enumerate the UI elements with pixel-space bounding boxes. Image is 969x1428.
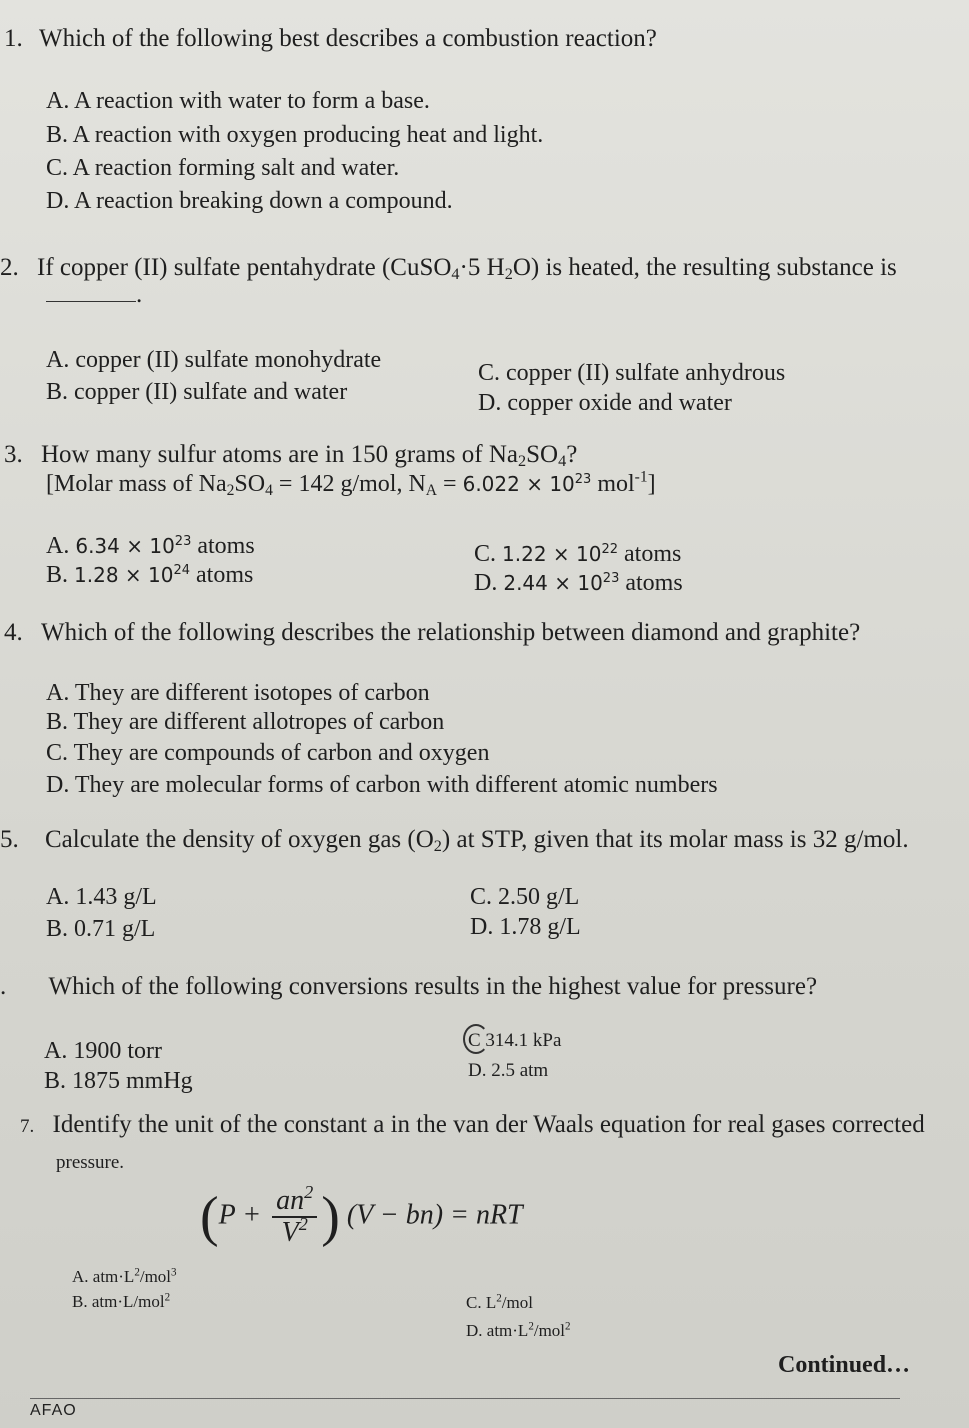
option-5c: C. 2.50 g/L — [470, 884, 580, 910]
question-5 — [0, 825, 909, 855]
option-5a: A. 1.43 g/L — [46, 884, 157, 910]
question-number: 4. — [4, 619, 23, 646]
option-4c: C. They are compounds of carbon and oxygen — [46, 740, 490, 766]
option-5b: B. 0.71 g/L — [46, 916, 156, 942]
question-text: How many sulfur atoms are in 150 grams of $Na_2SO_4$? — [41, 441, 578, 471]
option-1a: A. A reaction with water to form a base. — [46, 88, 430, 114]
option-7c: C. $L^2$/mol — [466, 1292, 533, 1312]
answer-blank: . — [46, 280, 142, 310]
question-text: Calculate the density of oxygen gas $(O_2)$ at STP, given that its molar mass is 32 g/mol. — [45, 826, 909, 856]
option-7d: D. $atm\cdot L^2/mol^2$ — [466, 1320, 571, 1340]
option-3c: C. $1.22 \times 10^{22}$ atoms — [474, 541, 682, 567]
option-6b: B. 1875 mmHg — [44, 1068, 193, 1094]
option-6d: D. 2.5 atm — [468, 1060, 549, 1081]
option-3d: D. $2.44 \times 10^{23}$ atoms — [474, 570, 683, 596]
question-text: Which of the following conversions results in the highest value for pressure? — [48, 973, 818, 1000]
option-4a: A. They are different isotopes of carbon — [46, 680, 430, 706]
van-der-waals-equation: (P + $\frac{an^2}{V^2}$ ) (V − bn) = nRT — [200, 1182, 523, 1248]
option-2b: B. copper (II) sulfate and water — [46, 379, 348, 405]
option-3b: B. $1.28 \times 10^{24}$ atoms — [46, 562, 254, 588]
option-1b: B. A reaction with oxygen producing heat and light. — [46, 122, 544, 148]
question-2 — [0, 253, 897, 283]
question-7 — [20, 1110, 925, 1142]
question-number: 7. — [20, 1116, 35, 1137]
question-6 — [0, 972, 817, 1002]
question-1 — [4, 24, 657, 54]
question-number: 1. — [4, 25, 23, 52]
question-text: Which of the following best describes a combustion reaction? — [39, 25, 657, 52]
question-text: If copper (II) sulfate pentahydrate (CuSO$_4$·5 $H_2O$) is heated, the resulting substance is — [37, 254, 897, 284]
question-4 — [4, 618, 860, 648]
footer-label: AFAO — [30, 1402, 77, 1419]
footer-divider — [30, 1398, 900, 1399]
option-2c: C. copper (II) sulfate anhydrous — [478, 360, 786, 386]
option-1c: C. A reaction forming salt and water. — [46, 155, 400, 181]
option-7b: B. atm·L/mol$^2$ — [72, 1291, 171, 1311]
option-3a: A. $6.34 \times 10^{23}$ atoms — [46, 533, 255, 559]
question-text: Identify the unit of the constant a in the van der Waals equation for real gases corrected — [52, 1111, 925, 1138]
question-number: 5. — [0, 826, 19, 853]
option-7a: A. $atm\cdot L^2/mol^3$ — [72, 1266, 177, 1286]
option-6c: C 314.1 kPa — [468, 1030, 562, 1051]
question-7-line2: pressure. — [56, 1152, 125, 1173]
question-text: Which of the following describes the relationship between diamond and graphite? — [41, 619, 861, 646]
question-number: 2. — [0, 254, 19, 281]
continued-note: Continued… — [778, 1352, 911, 1378]
question-3 — [4, 440, 577, 470]
option-2a: A. copper (II) sulfate monohydrate — [46, 347, 382, 373]
question-number: 3. — [4, 441, 23, 468]
option-4d: D. They are molecular forms of carbon with different atomic numbers — [46, 772, 718, 798]
option-2d: D. copper oxide and water — [478, 390, 732, 416]
option-5d: D. 1.78 g/L — [470, 914, 581, 940]
option-6a: A. 1900 torr — [44, 1038, 162, 1064]
molar-mass-note: [Molar mass of $Na_2SO_4 = 142$ g/mol, $N_A = 6.022 \times 10^{23}$ mol$^{-1}$] — [46, 468, 656, 499]
question-number: . — [0, 973, 7, 1000]
option-4b: B. They are different allotropes of carbon — [46, 709, 445, 735]
option-1d: D. A reaction breaking down a compound. — [46, 188, 453, 214]
